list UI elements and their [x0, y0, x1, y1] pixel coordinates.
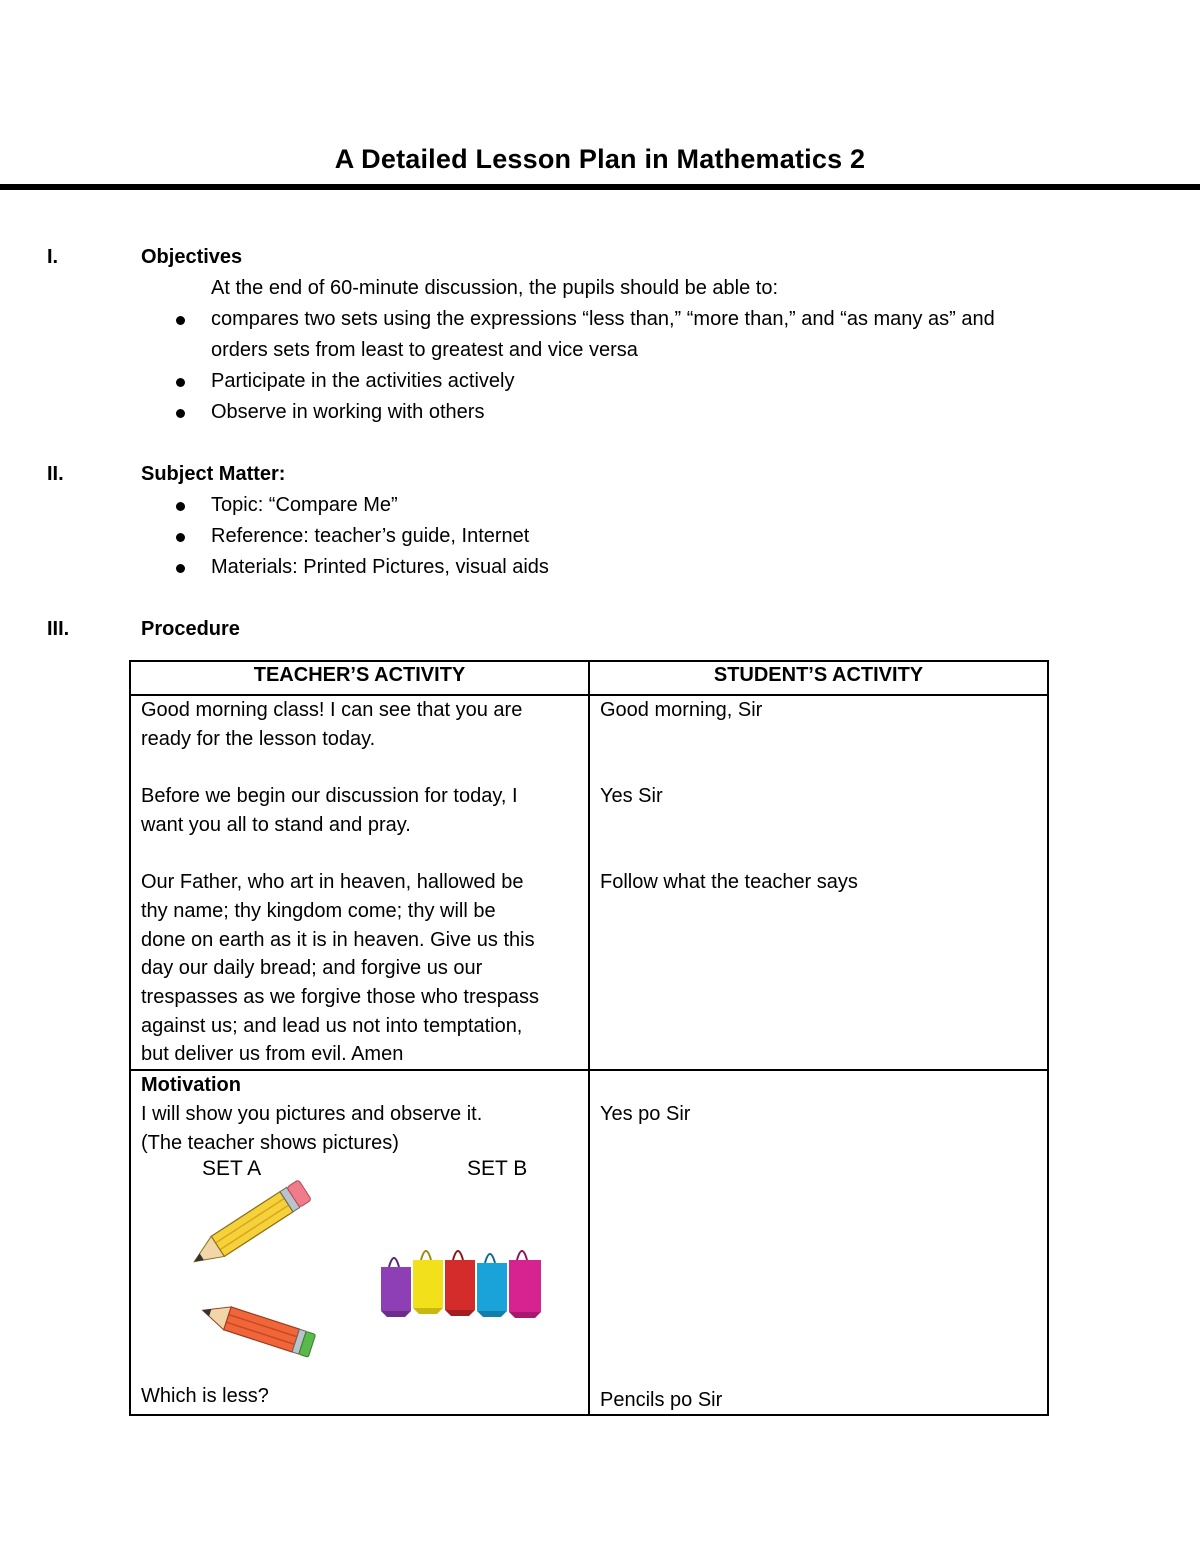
bullet-icon: [176, 316, 185, 325]
shopping-bag-icon: [509, 1251, 541, 1318]
motivation-line: I will show you pictures and observe it.: [141, 1102, 483, 1125]
section-heading-objectives: Objectives: [141, 246, 243, 268]
objectives-intro: At the end of 60-minute discussion, the pupils should be able to:: [211, 277, 779, 299]
prayer-line: done on earth as it is in heaven. Give us this: [141, 928, 535, 951]
student-reply: Yes Sir: [600, 785, 663, 808]
sets-illustration: [141, 1157, 578, 1382]
greeting-line: Good morning class! I can see that you are: [141, 699, 523, 721]
page-title: A Detailed Lesson Plan in Mathematics 2: [334, 144, 866, 174]
section-number-objectives: I.: [47, 246, 59, 268]
prayer-intro-line: want you all to stand and pray.: [141, 813, 411, 836]
student-activity-cell: [589, 1070, 1048, 1415]
table-row: [130, 1070, 1048, 1415]
title-rule: [0, 184, 1200, 190]
sets-picture: [141, 1157, 581, 1382]
bullet-icon: [176, 409, 185, 418]
teacher-activity-cell: [130, 1070, 589, 1415]
section-number-procedure: III.: [47, 618, 70, 640]
prayer-line: against us; and lead us not into temptation,: [141, 1014, 523, 1037]
student-reply: Yes po Sir: [600, 1102, 691, 1125]
bullet-icon: [176, 564, 185, 573]
prayer-line: day our daily bread; and forgive us our: [141, 957, 483, 980]
shopping-bag-icon: [381, 1258, 411, 1317]
prayer-line: trespasses as we forgive those who trespass: [141, 986, 539, 1008]
set-a-label: SET A: [202, 1157, 262, 1181]
student-activity-cell: [589, 695, 1048, 1070]
shopping-bag-icon: [445, 1251, 475, 1316]
subject-matter-item: Materials: Printed Pictures, visual aids: [211, 556, 549, 578]
table-row: [130, 695, 1048, 1070]
subject-matter-item: Topic: “Compare Me”: [211, 494, 398, 516]
objective-item: Observe in working with others: [211, 401, 485, 423]
shopping-bag-icon: [477, 1254, 507, 1317]
bullet-icon: [176, 533, 185, 542]
prayer-intro-line: Before we begin our discussion for today, I: [141, 785, 518, 808]
prayer-line: Our Father, who art in heaven, hallowed be: [141, 871, 524, 894]
teacher-activity-header: TEACHER’S ACTIVITY: [130, 661, 589, 695]
student-reply: Good morning, Sir: [600, 699, 763, 721]
teacher-activity-cell: [130, 695, 589, 1070]
table-header-row: [130, 661, 1048, 695]
objective-item-continued: orders sets from least to greatest and vice versa: [211, 339, 638, 361]
subject-matter-item: Reference: teacher’s guide, Internet: [211, 525, 530, 547]
student-answer: Pencils po Sir: [600, 1389, 723, 1412]
section-heading-subject-matter: Subject Matter:: [141, 463, 286, 485]
pencil-icon: [199, 1299, 316, 1357]
section-heading-procedure: Procedure: [141, 618, 240, 640]
objective-item: compares two sets using the expressions “less than,” “more than,” and “as many as” and: [211, 308, 995, 330]
motivation-question: Which is less?: [141, 1385, 269, 1408]
student-activity-header: STUDENT’S ACTIVITY: [589, 661, 1048, 695]
bullet-icon: [176, 502, 185, 511]
bullet-icon: [176, 378, 185, 387]
student-reply: Follow what the teacher says: [600, 871, 858, 894]
procedure-table: [129, 660, 1049, 1416]
pencil-icon: [188, 1180, 312, 1272]
greeting-line: ready for the lesson today.: [141, 727, 376, 750]
shopping-bag-icon: [413, 1251, 443, 1314]
objective-item: Participate in the activities actively: [211, 370, 515, 392]
set-b-label: SET B: [467, 1157, 528, 1181]
section-number-subject-matter: II.: [47, 463, 64, 485]
prayer-line: but deliver us from evil. Amen: [141, 1043, 404, 1066]
prayer-line: thy name; thy kingdom come; thy will be: [141, 899, 496, 922]
motivation-heading: Motivation: [141, 1074, 241, 1097]
motivation-line: (The teacher shows pictures): [141, 1131, 399, 1154]
